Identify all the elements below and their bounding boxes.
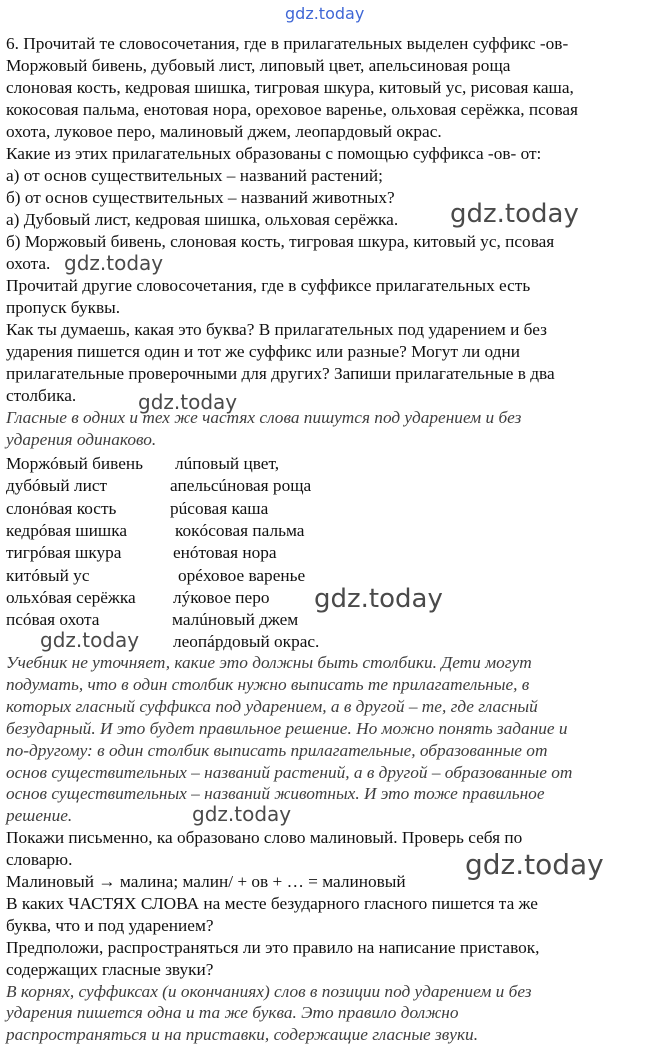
text-line: столбика.: [6, 386, 77, 405]
column-right-item: енóтовая нора: [173, 543, 277, 563]
text-line: Покажи письменно, ка образовано слово малиновый. Проверь себя по: [6, 828, 523, 848]
answer-line: основ существительных – названий растений, а в другой – образованные от: [6, 762, 573, 782]
answer-line: безударный. И это будет правильное решение. Но можно понять задание и: [6, 718, 568, 738]
watermark-top: gdz.today: [285, 4, 365, 23]
watermark: gdz.today: [192, 802, 292, 826]
answer-line: Учебник не уточняет, какие это должны быть столбики. Дети могут: [6, 653, 532, 672]
column-left-item: ольхóвая серёжка: [6, 587, 136, 607]
watermark: gdz.today: [138, 390, 238, 414]
answer-line: Гласные в одних и тех же частях слова пишутся под ударением и без: [6, 408, 522, 427]
text-line: прилагательные проверочными для других? Запиши прилагательные в два: [6, 364, 555, 383]
text-line: слоновая кость, кедровая шишка, тигровая шкура, китовый ус, рисовая каша,: [6, 78, 574, 97]
text-line: Малиновый → малина; малин/ + ов + … = малиновый: [6, 872, 406, 891]
text-line: б) от основ существительных – названий животных?: [6, 188, 395, 207]
column-left-item: кедрóвая шишка: [6, 520, 128, 540]
answer-line: ударения одинаково.: [6, 430, 157, 449]
answer-line: которых гласный суффикса под ударением, а в другой – те, где гласный: [6, 696, 538, 716]
text-line: 6. Прочитай те словосочетания, где в прилагательных выделен суффикс -ов-: [6, 34, 569, 53]
answer-line: по-другому: в один столбик выписать прилагательные, образованные от: [6, 740, 548, 760]
column-right-item: кокóсовая пальма: [175, 520, 305, 540]
column-left-item: тигрóвая шкура: [6, 543, 122, 563]
text-line: кокосовая пальма, енотовая нора, ореховое варенье, ольховая серёжка, псовая: [6, 100, 578, 119]
column-right-item: лúповый цвет,: [175, 454, 280, 473]
watermark: gdz.today: [465, 848, 604, 881]
column-left-item: китóвый ус: [6, 565, 90, 585]
text-line: а) от основ существительных – названий растений;: [6, 166, 383, 185]
column-left-item: Моржóвый бивень: [6, 454, 144, 473]
answer-line: В корнях, суффиксах (и окончаниях) слов в позиции под ударением и без: [6, 981, 532, 1001]
answer-line: решение.: [6, 806, 73, 826]
text-line: пропуск буквы.: [6, 298, 121, 317]
column-left-item: дубóвый лист: [6, 476, 108, 496]
text-line: а) Дубовый лист, кедровая шишка, ольховая серёжка.: [6, 210, 399, 229]
column-right-item: орéховое варенье: [178, 565, 306, 585]
text-line: содержащих гласные звуки?: [6, 959, 214, 979]
watermark: gdz.today: [314, 584, 443, 614]
text-line: охота.: [6, 254, 51, 273]
column-left-item: псóвая охота: [6, 610, 100, 630]
text-line: буква, что и под ударением?: [6, 915, 214, 935]
text-line: Предположи, распространяться ли это правило на написание приставок,: [6, 937, 540, 957]
text-line: Моржовый бивень, дубовый лист, липовый цвет, апельсиновая роща: [6, 56, 511, 75]
answer-line: подумать, что в один столбик нужно выписать те прилагательные, в: [6, 674, 530, 694]
text-line: Прочитай другие словосочетания, где в суффиксе прилагательных есть: [6, 276, 531, 295]
column-right-item: малúновый джем: [172, 610, 299, 630]
text-line: В каких ЧАСТЯХ СЛОВА на месте безударного гласного пишется та же: [6, 893, 538, 913]
column-right-item: апельсúновая роща: [170, 476, 312, 496]
answer-line: распространяться и на приставки, содержащие гласные звуки.: [6, 1025, 479, 1045]
watermark: gdz.today: [450, 199, 579, 229]
text-line: словарю.: [6, 850, 73, 870]
answer-line: ударения пишется одна и та же буква. Это правило должно: [6, 1003, 459, 1023]
text-line: Какие из этих прилагательных образованы с помощью суффикса -ов- от:: [6, 144, 542, 163]
column-right-item: леопáрдовый окрас.: [173, 632, 320, 652]
column-right-item: рúсовая каша: [170, 498, 269, 518]
text-line: охота, луковое перо, малиновый джем, леопардовый окрас.: [6, 122, 442, 141]
text-line: Как ты думаешь, какая это буква? В прилагательных под ударением и без: [6, 320, 547, 339]
text-line: б) Моржовый бивень, слоновая кость, тигровая шкура, китовый ус, псовая: [6, 232, 555, 251]
answer-line: основ существительных – названий животных. И это тоже правильное: [6, 784, 545, 804]
text-line: ударения пишется один и тот же суффикс или разные? Могут ли одни: [6, 342, 520, 361]
watermark: gdz.today: [64, 251, 164, 275]
column-right-item: лýковое перо: [173, 587, 270, 607]
watermark: gdz.today: [40, 628, 140, 652]
column-left-item: слонóвая кость: [6, 498, 117, 518]
